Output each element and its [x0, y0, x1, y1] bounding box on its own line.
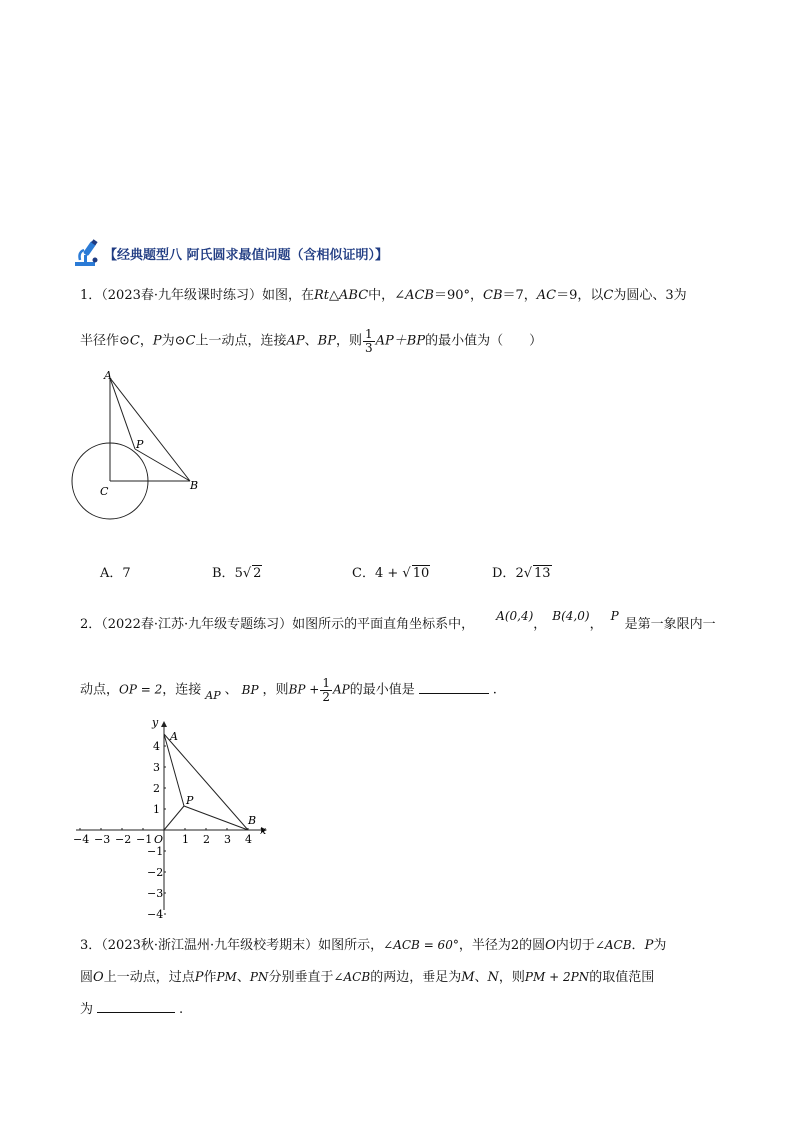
q3-text: 分别垂直于 [268, 970, 334, 985]
q3-n: N [487, 970, 499, 985]
q2-line-1: 2．（2022春·江苏·九年级专题练习）如图所示的平面直角坐标系中，A(0,4)，B(4,0)，P是第一象限内一 [80, 609, 716, 632]
q3-text: 的两边，垂足为 [370, 970, 462, 985]
q2-x-tick-label: 2 [203, 833, 210, 846]
q1-text: 上一动点，连接 [195, 333, 287, 349]
q3-angle: ∠ACB [594, 938, 632, 952]
q2-answer-blank[interactable] [419, 693, 489, 694]
q1-text: 半径作⊙ [80, 333, 130, 349]
q3-text: ． [631, 938, 645, 953]
q3-expression: PM + 2PN [524, 970, 590, 984]
q2-text: ，则 [262, 682, 289, 698]
q3-text: 圆 [80, 970, 94, 985]
q2-y-tick-label: 2 [153, 782, 160, 795]
q2-point-b: B(4,0) [552, 609, 590, 623]
q1-choice-c[interactable]: C．4 + √ 10 [352, 566, 430, 581]
q1-c: C [129, 333, 140, 349]
q2-x-tick-label: −1 [136, 833, 153, 846]
q1-rt: Rt [314, 288, 330, 303]
q2-x-tick-label: −2 [115, 833, 132, 846]
q1-diagram [60, 368, 220, 528]
q1-text: 为⊙ [161, 333, 186, 349]
q2-axis-y-label: y [152, 716, 159, 729]
q1-text: ＝7， [502, 288, 537, 303]
q1-choice-b[interactable]: B．5√ 2 [212, 566, 262, 581]
q3-text: 如图所示， [318, 938, 384, 953]
q2-y-tick-label: −4 [147, 908, 164, 921]
q1-p: P [152, 333, 162, 349]
q2-x-tick-label: 4 [245, 833, 252, 846]
q1-triangle: △ABC [329, 288, 369, 303]
q2-op: OP = 2 [119, 682, 163, 697]
q1-text: ，则 [335, 333, 362, 349]
q1-ac: AC [536, 288, 557, 303]
q1-segment-ap [110, 378, 135, 449]
q3-angle: ∠ACB [333, 970, 371, 984]
q1-side-ab [110, 378, 190, 481]
q2-ap: AP [205, 688, 221, 702]
q2-x-tick-label: −3 [94, 833, 111, 846]
q3-text: 的取值范围 [589, 970, 655, 985]
q2-bp: BP [241, 682, 259, 697]
q2-y-tick-label: −1 [147, 845, 164, 858]
q1-fraction: $\frac{1}{3}$ [364, 327, 373, 355]
q1-source: （2023春·九年级课时练习） [101, 288, 262, 303]
q1-text: 如图，在 [262, 288, 315, 303]
q1-choice-d[interactable]: D．2√ 13 [492, 566, 551, 581]
q2-point-a: A(0,4) [496, 609, 534, 623]
q2-text: 的最小值是 [349, 682, 415, 698]
q3-text: ，半径为2的圆 [458, 938, 546, 953]
q1-line-2 [80, 328, 542, 354]
section-title-bar [72, 238, 388, 268]
q2-text: 如图所示的平面直角坐标系中， [292, 617, 475, 632]
q1-cb: CB [483, 288, 503, 303]
q3-angle: ∠ACB = 60° [383, 938, 459, 952]
q1-label-c: C [100, 485, 109, 498]
q1-line-1 [80, 284, 687, 303]
microscope-icon [72, 238, 102, 268]
q1-segment-bp [135, 449, 190, 481]
q2-fraction: $\frac{1}{2}$ [322, 676, 330, 704]
q2-segment-bp [184, 806, 248, 830]
q3-o: O [93, 970, 104, 985]
q1-expression: AP＋BP [375, 333, 426, 349]
q2-x-tick-label: 3 [224, 833, 231, 846]
q2-label-a: A [170, 730, 178, 743]
q3-line-2 [80, 966, 654, 985]
q1-text: 、 [304, 333, 318, 349]
q1-text: 中， [368, 288, 395, 303]
q2-p: P [610, 609, 619, 623]
q3-pm: PM [216, 970, 237, 984]
q3-answer-blank[interactable] [97, 1012, 175, 1013]
q2-y-tick-label: −3 [147, 887, 164, 900]
q2-text: ，连接 [162, 682, 202, 698]
q2-x-tick-label: 1 [182, 833, 189, 846]
q1-text: 的最小值为（ ） [425, 333, 543, 349]
q3-text: 作 [203, 970, 217, 985]
q2-x-tick-label: −4 [73, 833, 90, 846]
q1-label-p: P [136, 438, 144, 451]
q3-pn: PN [249, 970, 269, 984]
q3-p: P [194, 970, 204, 985]
q2-y-tick-label: 4 [153, 740, 160, 753]
q3-p: P [644, 938, 654, 953]
q2-segment-op [164, 806, 184, 830]
q2-y-tick-label: 3 [153, 761, 160, 774]
q2-text: 是第一象限内一 [624, 617, 716, 632]
q2-text: 动点， [80, 682, 120, 698]
section-title: 【经典题型八 阿氏圆求最值问题（含相似证明）】 [104, 247, 389, 263]
q3-text: 上一动点，过点 [103, 970, 195, 985]
q1-text: ＝90°， [433, 288, 484, 303]
q1-number: 1． [80, 288, 102, 303]
q1-label-b: B [190, 479, 199, 492]
q1-c: C [603, 288, 614, 303]
q1-c: C [185, 333, 196, 349]
q1-text: 为圆心、3为 [613, 288, 687, 303]
q1-angle: ∠ACB [394, 288, 434, 303]
q1-bp: BP [317, 333, 336, 349]
q1-text: ＝9，以 [556, 288, 604, 303]
q2-text: 、 [224, 682, 238, 698]
q2-y-tick-label: 1 [153, 803, 160, 816]
q2-origin-label: O [154, 833, 164, 846]
q2-expression: BP + [288, 682, 320, 697]
q2-line-2: 动点，OP = 2，连接 $_{AP}$ 、 BP ，则BP + $\frac{1}{2}$ AP的最小值是 . [80, 676, 497, 704]
q3-number: 3． [80, 938, 102, 953]
q2-label-b: B [248, 814, 257, 827]
q2-diagram [64, 710, 274, 921]
q3-text: 、 [236, 970, 250, 985]
q1-ap: AP [286, 333, 305, 349]
q1-choice-a[interactable]: A．7 [100, 566, 131, 581]
q1-label-a: A [104, 369, 112, 382]
q2-number: 2． [80, 617, 102, 632]
q3-text: 为 [653, 938, 667, 953]
q3-text: 内切于 [555, 938, 595, 953]
q2-axis-x-label: x [260, 824, 267, 837]
q3-text: 为 [80, 1002, 94, 1017]
q3-o: O [545, 938, 556, 953]
q3-source: （2023秋·浙江温州·九年级校考期末） [101, 938, 319, 953]
q3-m: M [461, 970, 475, 985]
q2-label-p: P [186, 794, 194, 807]
q2-expression: AP [332, 682, 350, 697]
q3-text: 、 [474, 970, 488, 985]
q1-text: ， [139, 333, 153, 349]
q2-y-tick-label: −2 [147, 866, 164, 879]
q3-line-3: 为 . [80, 1002, 184, 1017]
q3-line-1 [80, 934, 666, 953]
q3-text: ，则 [498, 970, 525, 985]
q2-source: （2022春·江苏·九年级专题练习） [101, 617, 293, 632]
